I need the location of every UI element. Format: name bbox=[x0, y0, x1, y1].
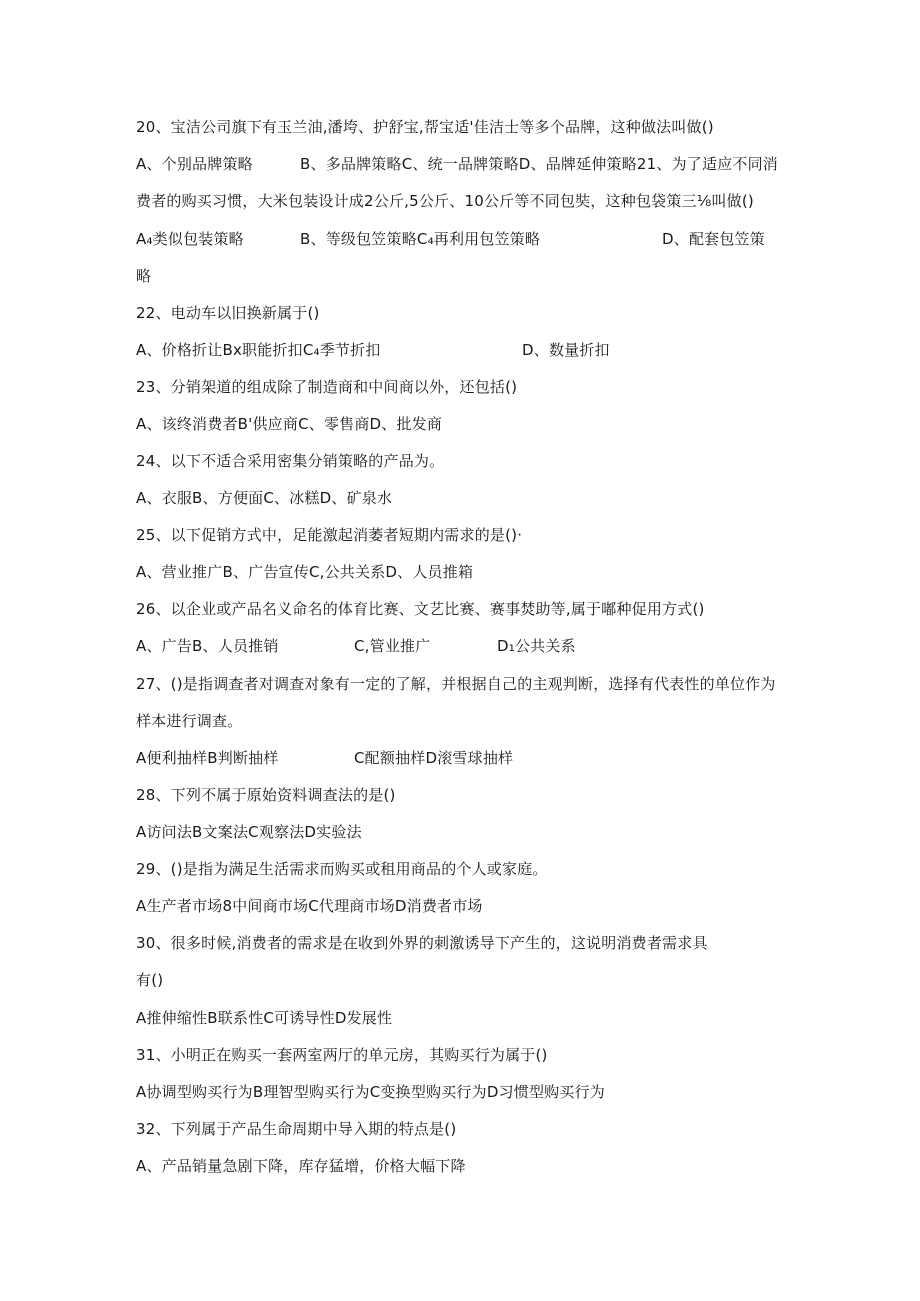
options-31: A协调型购买行为B理智型购买行为C变换型购买行为D习惯型购买行为 bbox=[136, 1083, 605, 1101]
option-text: B、多品牌策略C、统一品牌策略D、品牌延伸策略21、为了适应不同消 bbox=[300, 155, 779, 173]
question-21-continued: 费者的购买习惯，大米包装设计成2公斤,5公斤、10公斤等不同包奘，这种包袋策三⅛叫做() bbox=[136, 192, 754, 210]
options-24: A、衣服B、方便面C、冰糕D、矿泉水 bbox=[136, 489, 393, 507]
option-text: D、配套包笠策 bbox=[662, 230, 765, 248]
option-text: A便利抽样B判断抽样 bbox=[136, 749, 279, 767]
question-20: 20、宝洁公司旗下有玉兰油,潘垮、护舒宝,帮宝适'佳洁士等多个品牌，这种做法叫做() bbox=[136, 118, 714, 136]
question-22: 22、电动车以旧换新属于() bbox=[136, 304, 320, 322]
question-30-continued: 有() bbox=[136, 971, 164, 989]
question-26: 26、以企业或产品名义命名的体育比赛、文艺比赛、赛事焚助等,属于嘟种促用方式() bbox=[136, 600, 705, 618]
question-27: 27、()是指调查者对调查对象有一定的了解，并根据自己的主观判断，选择有代表性的单位作为 bbox=[136, 675, 776, 693]
option-text: A、个别品牌策略 bbox=[136, 155, 253, 173]
question-28: 28、下列不属于原始资料调查法的是() bbox=[136, 786, 396, 804]
options-25: A、营业推广B、广告宣传C,公共关系D、人员推箱 bbox=[136, 563, 474, 581]
option-text: B、等级包笠策略C₄再利用包笠策略 bbox=[300, 230, 541, 248]
options-29: A生产者市场8中间商市场C代理商市场D消费者市场 bbox=[136, 897, 483, 915]
option-text: D、数量折扣 bbox=[522, 341, 610, 359]
options-32: A、产品销量急剧下降，库存猛增，价格大幅下降 bbox=[136, 1157, 466, 1175]
option-text: C配额抽样D滚雪球抽样 bbox=[354, 749, 514, 767]
question-30: 30、很多时候,消费者的需求是在收到外界的刺激诱导下产生的，这说明消费者需求具 bbox=[136, 934, 708, 952]
options-28: A访问法B文案法C观察法D实验法 bbox=[136, 823, 362, 841]
option-text: A、广告B、人员推销 bbox=[136, 637, 279, 655]
options-30: A推伸缩性B联系性C可诱导性D发展性 bbox=[136, 1009, 393, 1027]
question-23: 23、分销架道的组成除了制造商和中间商以外，还包括() bbox=[136, 378, 518, 396]
option-text: C,管业推广 bbox=[354, 637, 431, 655]
question-27-continued: 样本进行调查。 bbox=[136, 712, 243, 730]
option-text: A、价格折让Bx职能折扣C₄季节折扣 bbox=[136, 341, 381, 359]
question-24: 24、以下不适合采用密集分销策略的产品为。 bbox=[136, 452, 445, 470]
question-29: 29、()是指为满足生活需求而购买或租用商品的个人或家庭。 bbox=[136, 860, 548, 878]
options-23: A、该终消费者B'供应商C、零售商D、批发商 bbox=[136, 415, 443, 433]
options-21-continued: 略 bbox=[136, 267, 152, 285]
question-31: 31、小明正在购买一套两室两厅的单元房，其购买行为属于() bbox=[136, 1046, 548, 1064]
question-32: 32、下列属于产品生命周期中导入期的特点是() bbox=[136, 1120, 457, 1138]
question-25: 25、以下促销方式中，足能激起消萎者短期内需求的是()· bbox=[136, 526, 523, 544]
option-text: D₁公共关系 bbox=[497, 637, 576, 655]
option-text: A₄类似包装策略 bbox=[136, 230, 244, 248]
